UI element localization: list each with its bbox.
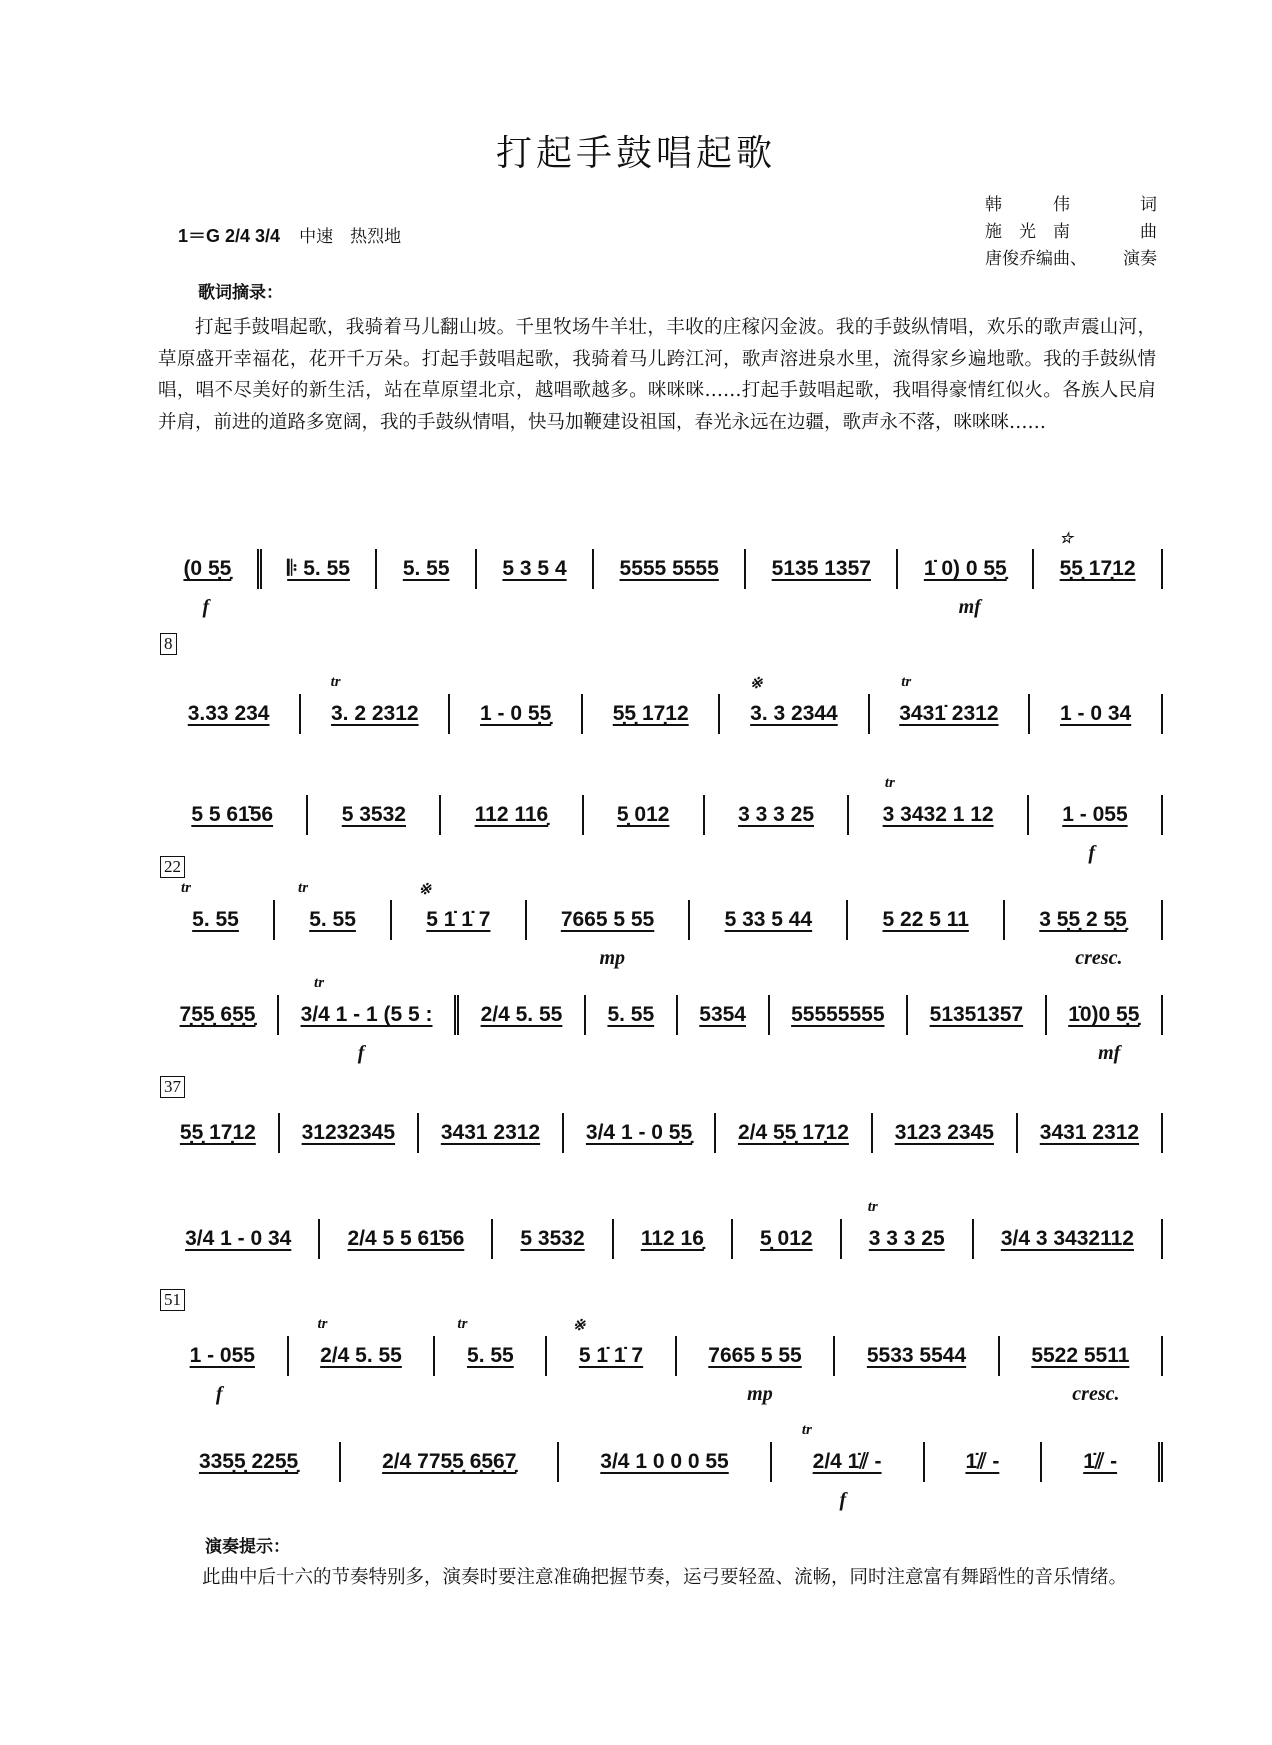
measure-notes: 7665 5 55: [708, 1344, 802, 1367]
tempo-marking: 中速 热烈地: [299, 227, 402, 247]
measure-notes: 112 16̣: [640, 1227, 704, 1250]
credit-arranger: [985, 246, 1157, 273]
song-title: 打起手鼓唱起歌: [495, 133, 776, 174]
measure: [308, 795, 441, 835]
measure-notes: 1̇0)0 5̣5̣: [1068, 1003, 1140, 1026]
measure-notes: 3431 2312: [440, 1121, 541, 1144]
measure-notes: 5555 5555: [619, 557, 719, 580]
credit-role: 曲: [1140, 222, 1157, 242]
measure-notes: 112 116̣: [474, 803, 549, 826]
ornament-mark: ※: [749, 676, 763, 692]
ornament-mark: tr: [298, 880, 309, 896]
tips-heading: 演奏提示：: [205, 1537, 290, 1557]
measure: [1029, 795, 1163, 864]
score-line: [158, 775, 1163, 864]
measure-notes: 3. 3 2344: [750, 702, 838, 725]
ornament-mark: tr: [317, 1316, 328, 1332]
measure: [435, 1316, 547, 1376]
ornament-mark: ※: [418, 882, 432, 898]
credit-role: 演奏: [1123, 249, 1157, 269]
measure-notes: 3 3432 1 12: [882, 803, 994, 826]
ornament-mark: tr: [181, 880, 192, 896]
credit-composer: [985, 219, 1157, 246]
measure: [262, 549, 378, 589]
measure: [870, 674, 1031, 734]
ornament-mark: ☆: [1059, 531, 1073, 547]
rehearsal-mark: 37: [160, 1076, 185, 1098]
credit-name: 唐俊乔编曲、: [985, 249, 1087, 269]
measure-notes: 1̇⫽ -: [1083, 1450, 1118, 1473]
measure: [908, 995, 1047, 1035]
measure: [583, 694, 720, 734]
measure: [1030, 694, 1163, 734]
key-signature: [178, 222, 401, 248]
credits: [985, 192, 1157, 273]
measure: [898, 549, 1034, 618]
measure: [158, 1113, 280, 1153]
measure: [158, 880, 275, 940]
measure: [275, 880, 392, 940]
measure: [1034, 531, 1163, 589]
measure-notes: 5354: [699, 1003, 746, 1026]
measure-notes: 3431̇ 2312: [899, 702, 999, 725]
measure-notes: 5. 55: [467, 1344, 514, 1367]
measure-notes: 3/4 1 - 1 (5 5 :: [300, 1003, 433, 1026]
measure-notes: 5. 55: [309, 908, 356, 931]
lyrics-heading: 歌词摘录：: [198, 283, 283, 303]
measure-notes: 5 5 61̇56: [191, 803, 274, 826]
measure: [1018, 1113, 1163, 1153]
ornament-mark: tr: [457, 1316, 468, 1332]
measure: [746, 549, 898, 589]
measure: [848, 900, 1005, 940]
lyrics-text: 打起手鼓唱起歌，我骑着马儿翻山坡。千里牧场牛羊壮，丰收的庄稼闪金波。我的手鼓纵情唱，欢乐的歌声震山河，草原盛开幸福花，花开千万朵。打起手鼓唱起歌，我骑着马儿跨江河，歌声溶进泉水里，流得家乡遍地歌。我的手鼓纵情唱，唱不尽美好的新生活，站在草原望北京，越唱歌越多。咪咪咪……打起手鼓唱起歌，我唱得豪情红似火。各族人民肩并肩，前进的道路多宽阔，我的手鼓纵情唱，快马加鞭建设祖国，春光永远在边疆，歌声永不落，咪咪咪……: [158, 317, 1156, 433]
measure-notes: 2/4 775̣5̣ 6̣5̣6̣7̣: [382, 1450, 517, 1473]
measure: [594, 549, 746, 589]
ornament-mark: tr: [801, 1422, 812, 1438]
measure-notes: 31232345: [301, 1121, 396, 1144]
measure-notes: 5 3 5 4: [502, 557, 567, 580]
measure-notes: 3431 2312: [1039, 1121, 1140, 1144]
score-line: [158, 880, 1163, 969]
measure-notes: 5 3532: [341, 803, 406, 826]
measure: [678, 995, 770, 1035]
dynamic-mark: mp: [747, 1383, 773, 1405]
measure: [614, 1219, 733, 1259]
measure: [974, 1219, 1163, 1259]
measure-notes: 2/4 5. 55: [320, 1344, 402, 1367]
measure: [1005, 900, 1163, 969]
measure: [586, 995, 678, 1035]
measure-notes: 𝄆 5. 55: [287, 557, 350, 580]
measure-notes: 5. 55: [192, 908, 239, 931]
measure-notes: 1 - 0 34: [1060, 702, 1132, 725]
measure: [849, 775, 1029, 835]
tips-text: 此曲中后十六的节奏特别多，演奏时要注意准确把握节奏，运弓要轻盈、流畅，同时注意富有舞蹈性的音乐情绪。: [202, 1567, 1128, 1588]
measure-notes: 2/4 5 5 61̇56: [347, 1227, 465, 1250]
dynamic-mark: mf: [958, 596, 981, 618]
dynamic-mark: f: [357, 1042, 365, 1064]
measure-notes: 3/4 1 - 0 5̣5̣: [585, 1121, 693, 1144]
dynamic-mark: mf: [1098, 1042, 1121, 1064]
credit-name: 韩 伟: [985, 195, 1070, 215]
measure-notes: 1̇ 0) 0 5̣5̣: [923, 557, 1007, 580]
measure: [677, 1336, 836, 1405]
dynamic-mark: cresc.: [1072, 1383, 1120, 1405]
measure: [341, 1442, 559, 1482]
measure: [925, 1442, 1043, 1482]
measure: [377, 549, 477, 589]
measure: [158, 549, 262, 618]
measure-notes: 5̣ 012: [760, 1227, 813, 1250]
measure-notes: 5 3532: [520, 1227, 585, 1250]
key-text: 1＝G 2/4 3/4: [178, 226, 281, 246]
measure-notes: 7665 5 55: [560, 908, 655, 931]
score-line: [158, 1111, 1163, 1155]
measure-notes: 3 3 3 25: [868, 1227, 945, 1250]
dynamic-mark: f: [1088, 842, 1095, 864]
measure-notes: 5̣ 012: [616, 803, 670, 826]
measure-notes: 1 - 055: [1062, 803, 1128, 826]
measure: [289, 1316, 436, 1376]
measure-notes: 5533 5544: [866, 1344, 967, 1367]
measure: [459, 995, 586, 1035]
measure-notes: 2/4 1̇⫽ -: [812, 1450, 882, 1473]
measure-notes: 55555555: [791, 1003, 885, 1026]
score-line: [158, 674, 1163, 736]
measure-notes: 3 5̣5̣ 2 5̣5̣: [1039, 908, 1127, 931]
measure-notes: (0 5̣5̣: [183, 557, 232, 580]
measure: [1047, 995, 1163, 1064]
measure-notes: 2/4 5̣5̣ 17̣12: [737, 1121, 849, 1144]
dynamic-mark: cresc.: [1075, 947, 1123, 969]
score-line: [158, 1316, 1163, 1405]
measure: [547, 1318, 676, 1376]
rehearsal-mark: 22: [160, 856, 185, 878]
measure: [772, 1422, 925, 1511]
measure: [733, 1219, 842, 1259]
measure: [1042, 1442, 1163, 1482]
score-line: [158, 1199, 1163, 1261]
measure-notes: 5̣5̣ 17̣12: [1059, 557, 1136, 580]
measure: [477, 549, 594, 589]
measure-notes: 5. 55: [402, 557, 450, 580]
measure: [873, 1113, 1018, 1153]
measure: [842, 1199, 974, 1259]
measure-notes: 5522 5511: [1031, 1344, 1130, 1367]
measure-notes: 5 22 5 11: [882, 908, 969, 931]
measure-notes: 5. 55: [607, 1003, 655, 1026]
measure: [1000, 1336, 1163, 1405]
ornament-mark: ※: [572, 1318, 586, 1334]
measure-notes: 1 - 0 5̣5̣: [480, 702, 552, 725]
measure: [835, 1336, 999, 1376]
measure-notes: 3.33 234: [187, 702, 270, 725]
measure-notes: 3123 2345: [894, 1121, 994, 1144]
measure-notes: 3. 2 2312: [330, 702, 419, 725]
dynamic-mark: mp: [599, 947, 625, 969]
measure: [441, 795, 583, 835]
measure: [320, 1219, 493, 1259]
measure-notes: 51351357: [929, 1003, 1024, 1026]
measure: [720, 676, 869, 734]
measure: [690, 900, 848, 940]
measure-notes: 5 1̇ 1̇ 7: [426, 908, 491, 931]
measure-notes: 5 33 5 44: [724, 908, 813, 931]
measure-notes: 5̣5̣ 17̣12: [612, 702, 689, 725]
score-line: [158, 531, 1163, 618]
score-line: [158, 975, 1163, 1064]
measure: [527, 900, 691, 969]
measure: [450, 694, 583, 734]
measure: [158, 995, 279, 1035]
credit-role: 词: [1140, 195, 1157, 215]
measure-notes: 5 1̇ 1̇ 7: [578, 1344, 644, 1367]
ornament-mark: tr: [884, 775, 895, 791]
measure: [392, 882, 527, 940]
measure: [279, 975, 459, 1064]
measure: [158, 694, 301, 734]
measure: [584, 795, 705, 835]
dynamic-mark: f: [839, 1489, 847, 1511]
measure-notes: 2/4 5. 55: [480, 1003, 563, 1026]
measure-notes: 7̣5̣5̣ 6̣5̣5̣: [179, 1003, 256, 1026]
measure-notes: 1̇⫽ -: [965, 1450, 1000, 1473]
measure-notes: 3/4 1 - 0 34: [185, 1227, 292, 1250]
measure: [770, 995, 909, 1035]
measure-notes: 3/4 1 0 0 0 55: [600, 1450, 729, 1473]
credit-lyricist: [985, 192, 1157, 219]
measure-notes: 3/4 3 3432112: [1000, 1227, 1134, 1250]
ornament-mark: tr: [330, 674, 341, 690]
measure: [158, 1219, 320, 1259]
measure: [493, 1219, 613, 1259]
measure-notes: 335̣5̣ 225̣5̣: [198, 1450, 299, 1473]
measure-notes: 5̣5̣ 17̣12: [179, 1121, 256, 1144]
measure: [301, 674, 450, 734]
rehearsal-mark: 8: [160, 633, 177, 655]
measure: [705, 795, 850, 835]
measure: [564, 1113, 716, 1153]
credit-name: 施 光 南: [985, 222, 1070, 242]
measure-notes: 3 3 3 25: [738, 803, 814, 826]
ornament-mark: tr: [314, 975, 325, 991]
measure: [158, 1336, 289, 1405]
ornament-mark: tr: [901, 674, 912, 690]
measure: [158, 795, 308, 835]
measure: [716, 1113, 873, 1153]
rehearsal-mark: 51: [160, 1289, 185, 1311]
measure: [559, 1442, 771, 1482]
ornament-mark: tr: [867, 1199, 878, 1215]
score-line: [158, 1422, 1163, 1511]
measure: [158, 1442, 341, 1482]
dynamic-mark: f: [215, 1383, 223, 1405]
measure-notes: 5135 1357: [771, 557, 871, 580]
measure-notes: 1 - 055: [189, 1344, 255, 1367]
measure: [280, 1113, 419, 1153]
measure: [419, 1113, 564, 1153]
dynamic-mark: f: [202, 596, 210, 618]
